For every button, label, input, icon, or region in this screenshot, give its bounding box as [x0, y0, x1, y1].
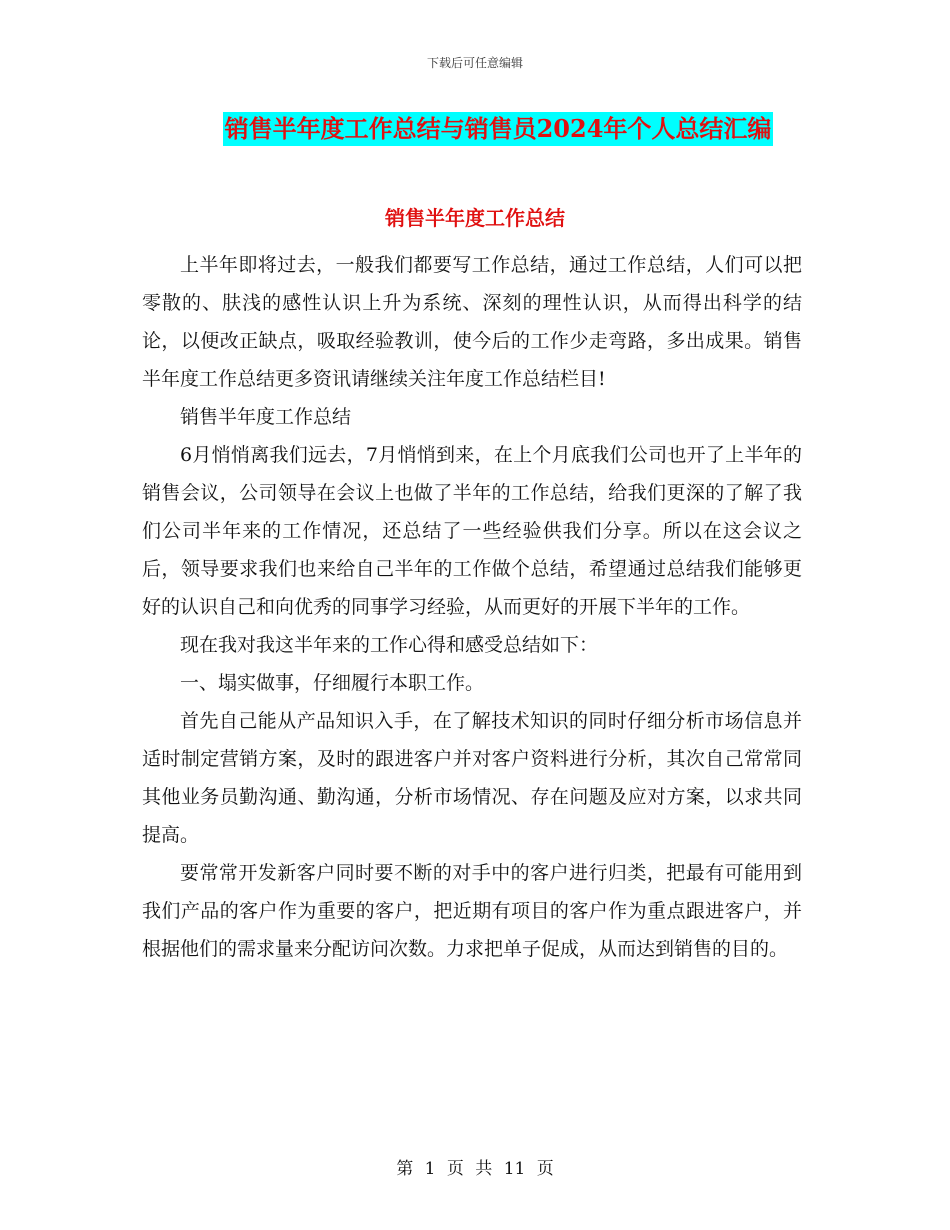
document-title: 销售半年度工作总结与销售员2024年个人总结汇编 [223, 112, 774, 146]
paragraph: 现在我对我这半年来的工作心得和感受总结如下： [180, 634, 599, 656]
paragraph: 销售半年度工作总结 [180, 406, 352, 428]
header-note: 下载后可任意编辑 [426, 56, 523, 70]
section-title: 销售半年度工作总结 [385, 206, 565, 230]
paragraph: 首先自己能从产品知识入手，在了解技术知识的同时仔细分析市场信息并适时制定营销方案，及时的跟进客户并对客户资料进行分析，其次自己常常同其他业务员勤沟通、勤沟通，分析市场情况、存在问题及应对方案，以求共同提高。 [142, 710, 802, 846]
paragraph: 要常常开发新客户同时要不断的对手中的客户进行归类，把最有可能用到我们产品的客户作为重要的客户，把近期有项目的客户作为重点跟进客户，并根据他们的需求量来分配访问次数。力求把单子促成，从而达到销售的目的。 [142, 862, 802, 960]
document-title-wrap [0, 112, 950, 146]
paragraph: 上半年即将过去，一般我们都要写工作总结，通过工作总结，人们可以把零散的、肤浅的感性认识上升为系统、深刻的理性认识，从而得出科学的结论，以便改正缺点，吸取经验教训，使今后的工作少走弯路，多出成果。销售半年度工作总结更多资讯请继续关注年度工作总结栏目! [142, 254, 802, 390]
paragraph: 6月悄悄离我们远去，7月悄悄到来，在上个月底我们公司也开了上半年的销售会议，公司领导在会议上也做了半年的工作总结，给我们更深的了解了我们公司半年来的工作情况，还总结了一些经验供我们分享。所以在这会议之后，领导要求我们也来给自己半年的工作做个总结，希望通过总结我们能够更好的认识自己和向优秀的同事学习经验，从而更好的开展下半年的工作。 [142, 444, 802, 618]
body-text [142, 246, 802, 968]
paragraph: 一、塌实做事，仔细履行本职工作。 [180, 672, 485, 694]
page-footer: 第 1 页 共 11 页 [396, 1159, 554, 1179]
